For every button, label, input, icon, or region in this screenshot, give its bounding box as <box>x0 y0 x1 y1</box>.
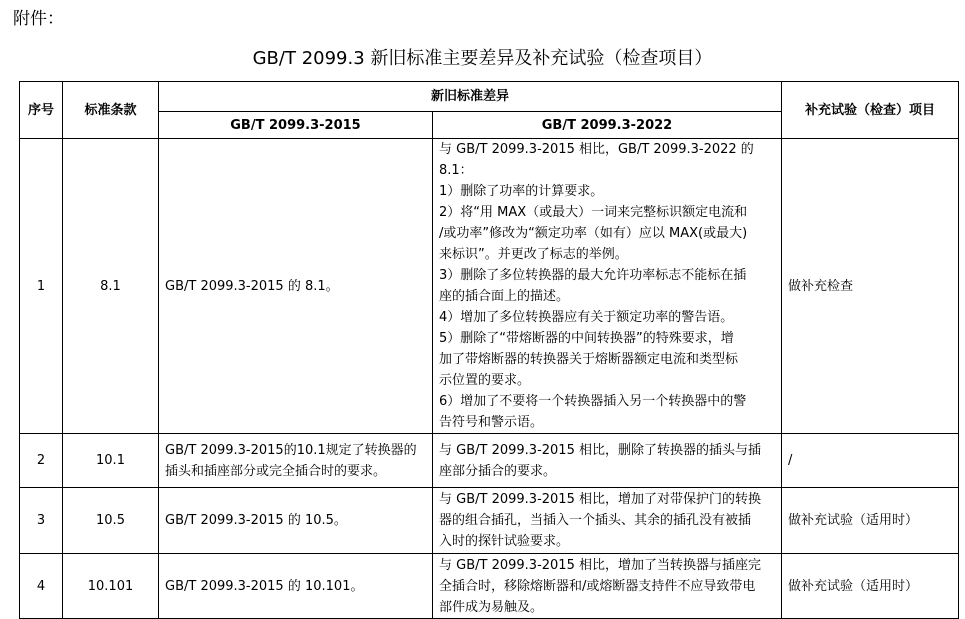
cell-clause: 8.1 <box>63 139 159 434</box>
document-title: GB/T 2099.3 新旧标准主要差异及补充试验（检查项目） <box>252 48 713 69</box>
diff-line: 入时的探针试验要求。 <box>439 534 570 549</box>
cell-old-standard: GB/T 2099.3-2015 的 10.101。 <box>159 554 433 619</box>
table-row <box>20 554 959 619</box>
cell-new-standard <box>433 488 782 554</box>
diff-line: 座的插合面上的描述。 <box>439 289 570 304</box>
cell-old-standard: GB/T 2099.3-2015 的 8.1。 <box>159 139 433 434</box>
diff-line: 器的组合插孔，当插入一个插头、其余的插孔没有被插 <box>439 513 752 528</box>
diff-line: 加了带熔断器的转换器关于熔断器额定电流和类型标 <box>439 352 739 367</box>
cell-clause: 10.101 <box>63 554 159 619</box>
header-serial: 序号 <box>20 82 63 139</box>
diff-line: 示位置的要求。 <box>439 373 531 388</box>
header-clause: 标准条款 <box>63 82 159 139</box>
cell-supplementary: 做补充试验（适用时） <box>782 488 959 554</box>
cell-serial: 3 <box>20 488 63 554</box>
table-header-row <box>20 82 959 112</box>
cell-serial: 2 <box>20 434 63 488</box>
header-new-standard: GB/T 2099.3-2022 <box>433 112 782 139</box>
cell-new-standard <box>433 554 782 619</box>
diff-line: 与 GB/T 2099.3-2015 相比，增加了当转换器与插座完 <box>439 557 761 573</box>
diff-line: 6）增加了不要将一个转换器插入另一个转换器中的警 <box>439 394 747 409</box>
differences-table <box>19 81 959 619</box>
cell-clause: 10.5 <box>63 488 159 554</box>
diff-line: /或功率”修改为“额定功率（如有）应以 MAX(或最大) <box>439 226 748 241</box>
diff-line: 与 GB/T 2099.3-2015 相比，GB/T 2099.3-2022 的 8.1： <box>439 142 754 178</box>
cell-serial: 4 <box>20 554 63 619</box>
cell-supplementary: 做补充检查 <box>782 139 959 434</box>
cell-old-standard: GB/T 2099.3-2015的10.1规定了转换器的插头和插座部分或完全插合时的要求。 <box>159 434 433 488</box>
cell-clause: 10.1 <box>63 434 159 488</box>
cell-supplementary: 做补充试验（适用时） <box>782 554 959 619</box>
cell-supplementary: / <box>782 434 959 488</box>
diff-line: 来标识”。并更改了标志的举例。 <box>439 247 628 262</box>
cell-new-standard <box>433 434 782 488</box>
diff-line: 座部分插合的要求。 <box>439 463 557 479</box>
diff-line: 3）删除了多位转换器的最大允许功率标志不能标在插 <box>439 268 747 283</box>
diff-line: 部件成为易触及。 <box>439 599 544 615</box>
cell-new-standard <box>433 139 782 434</box>
diff-line: 与 GB/T 2099.3-2015 相比，删除了转换器的插头与插 <box>439 442 761 458</box>
attachment-label: 附件： <box>13 9 64 29</box>
table-row <box>20 488 959 554</box>
cell-serial: 1 <box>20 139 63 434</box>
header-differences-group: 新旧标准差异 <box>159 82 782 112</box>
cell-old-standard: GB/T 2099.3-2015 的 10.5。 <box>159 488 433 554</box>
header-supplementary: 补充试验（检查）项目 <box>782 82 959 139</box>
diff-line: 2）将“用 MAX（或最大）一词来完整标识额定电流和 <box>439 205 748 220</box>
diff-line: 与 GB/T 2099.3-2015 相比，增加了对带保护门的转换 <box>439 492 761 507</box>
table-row <box>20 434 959 488</box>
header-old-standard: GB/T 2099.3-2015 <box>159 112 433 139</box>
diff-line: 1）删除了功率的计算要求。 <box>439 184 604 199</box>
diff-line: 全插合时，移除熔断器和/或熔断器支持件不应导致带电 <box>439 578 756 594</box>
diff-line: 4）增加了多位转换器应有关于额定功率的警告语。 <box>439 310 734 325</box>
diff-line: 5）删除了“带熔断器的中间转换器”的特殊要求，增 <box>439 331 734 346</box>
diff-line: 告符号和警示语。 <box>439 415 544 430</box>
table-row <box>20 139 959 434</box>
